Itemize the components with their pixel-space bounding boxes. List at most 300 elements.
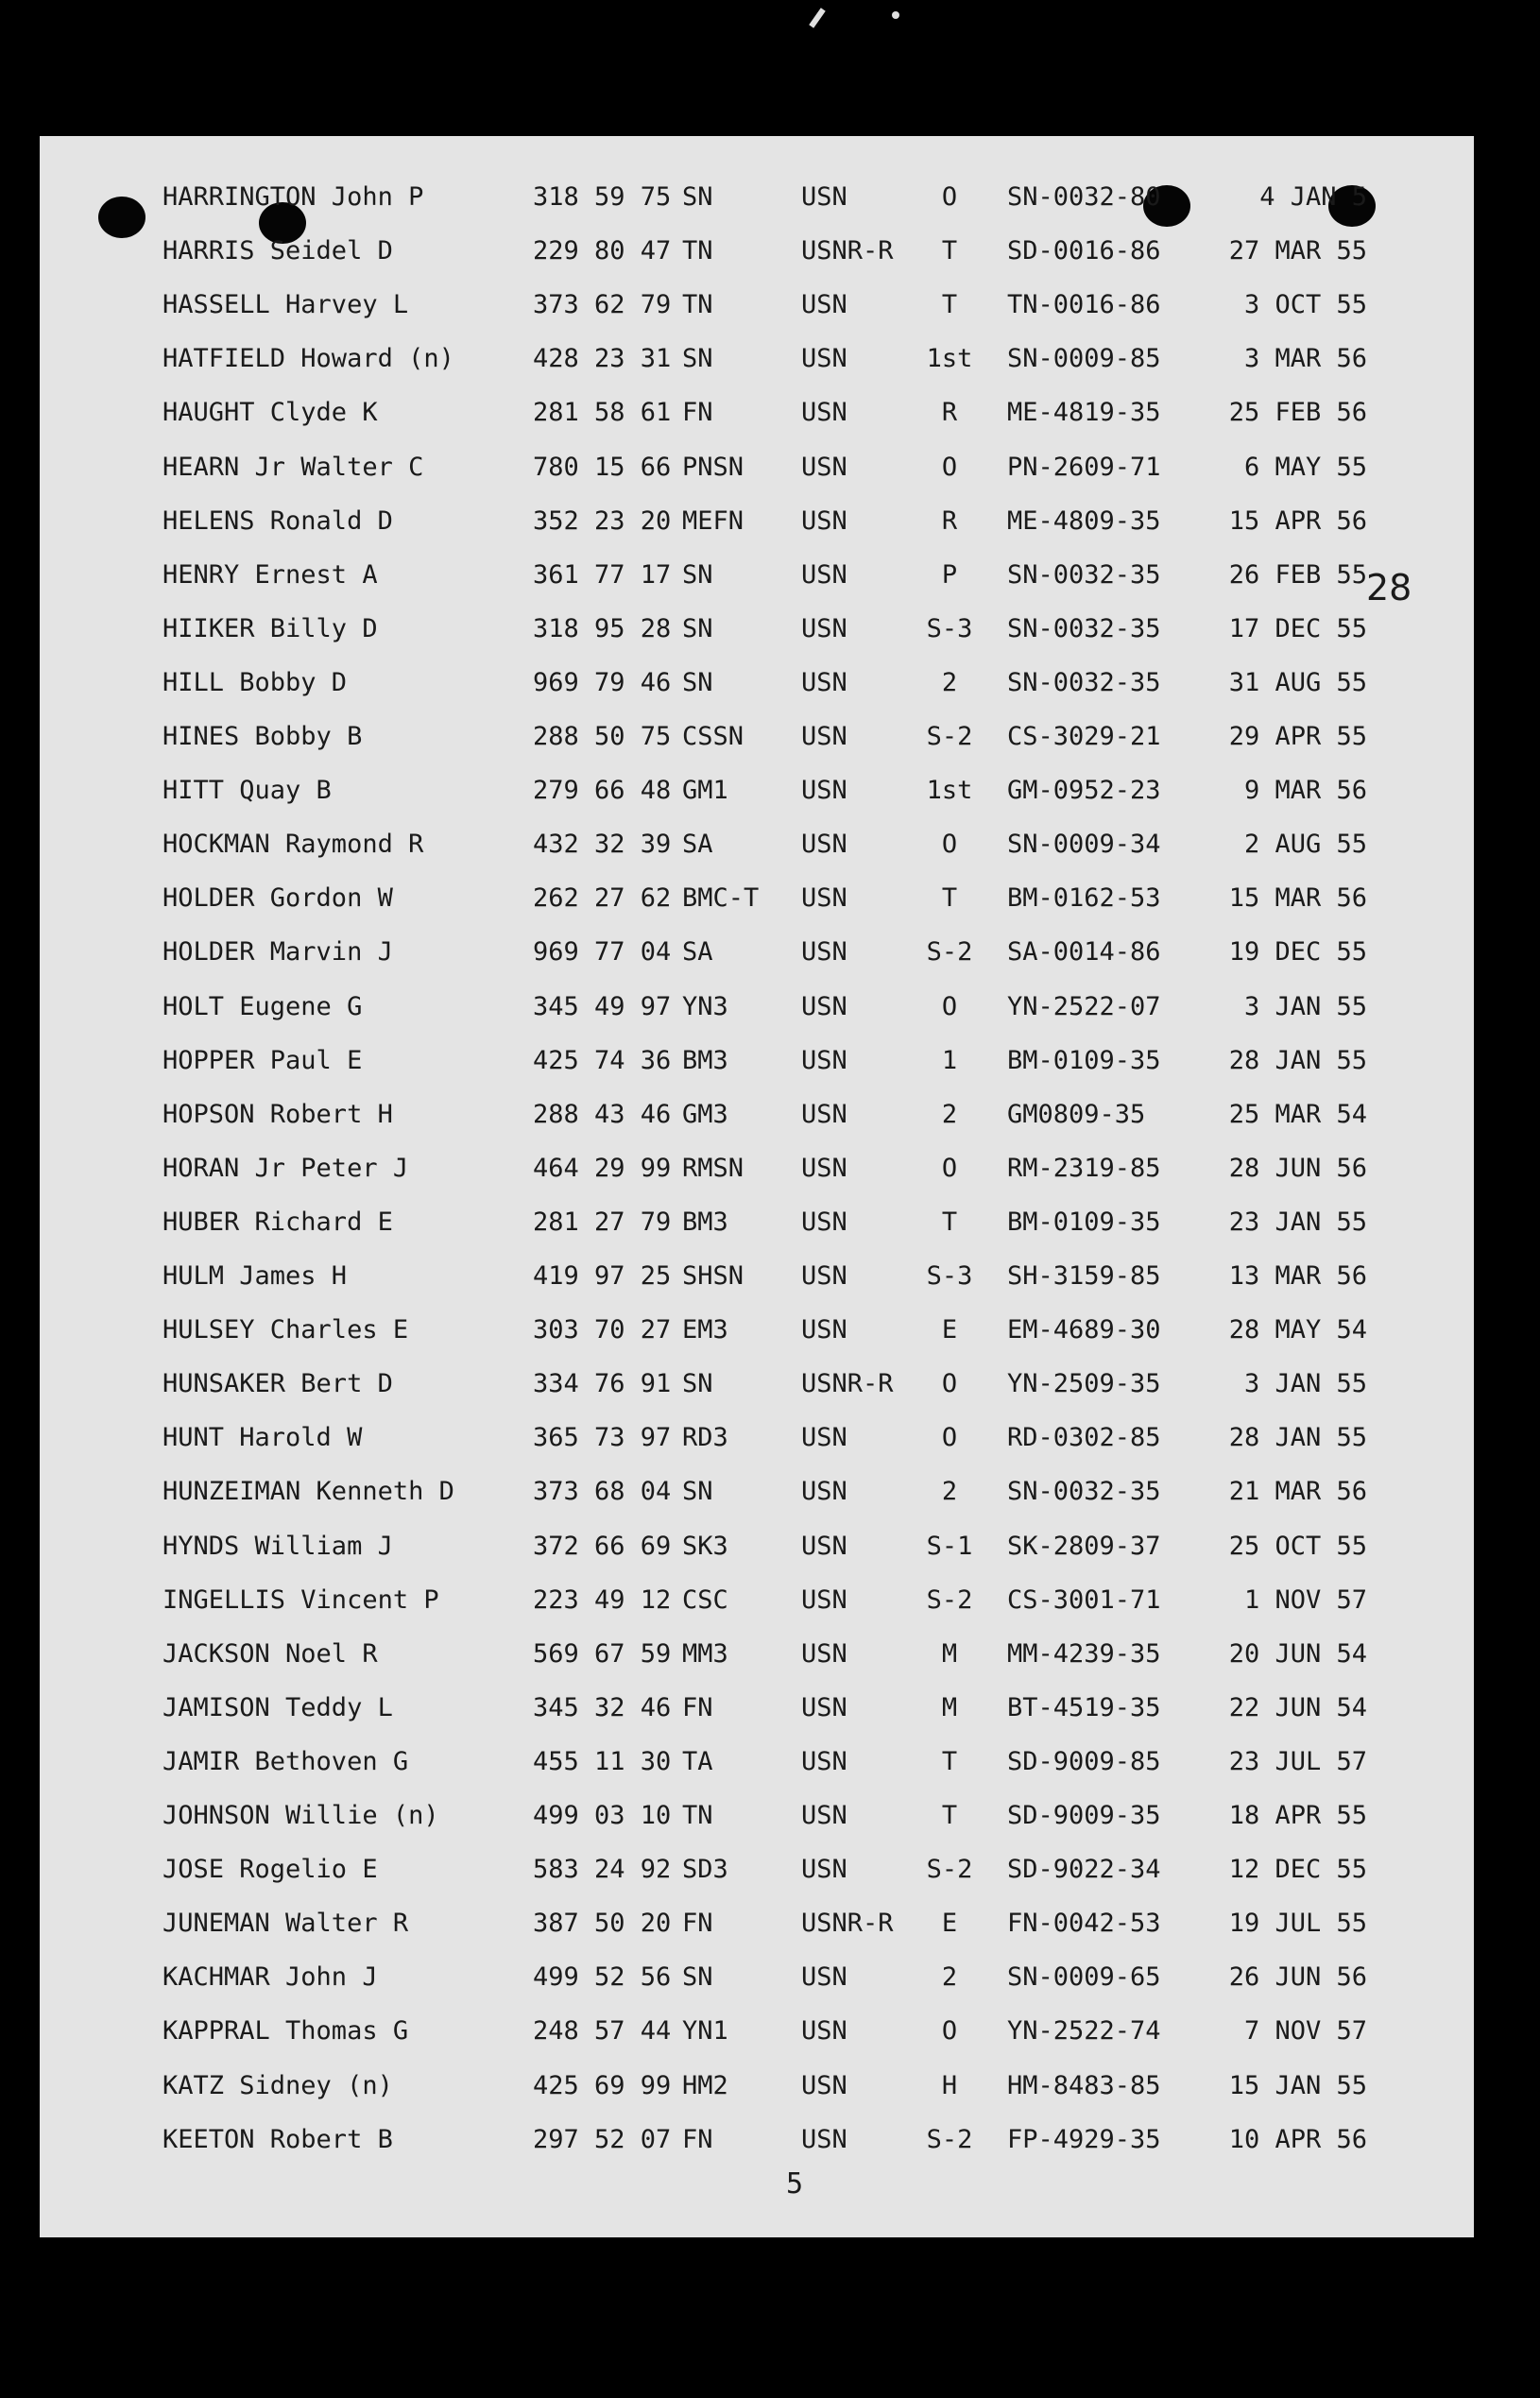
roster-row bbox=[40, 1041, 1474, 1081]
designator-code: SK-2809-37 bbox=[1007, 1532, 1161, 1561]
date: 19 JUL 55 bbox=[1228, 1909, 1367, 1938]
component: USN bbox=[801, 2016, 847, 2046]
rate: BMC-T bbox=[682, 883, 760, 913]
designator-code: SN-0032-35 bbox=[1007, 614, 1161, 643]
class-code: R bbox=[941, 506, 958, 536]
service-number: 780 15 66 bbox=[533, 453, 672, 482]
class-code: S-2 bbox=[926, 722, 973, 751]
component: USNR-R bbox=[801, 1369, 894, 1398]
designator-code: CS-3029-21 bbox=[1007, 722, 1161, 751]
class-code: 1st bbox=[926, 776, 973, 805]
roster-row bbox=[40, 178, 1474, 217]
designator-code: YN-2522-07 bbox=[1007, 992, 1161, 1021]
rate: YN1 bbox=[682, 2016, 728, 2046]
service-number: 303 70 27 bbox=[533, 1315, 672, 1345]
service-number: 248 57 44 bbox=[533, 2016, 672, 2046]
class-code: T bbox=[941, 1747, 958, 1776]
roster-row bbox=[40, 2066, 1474, 2106]
rate: CSSN bbox=[682, 722, 744, 751]
service-number: 352 23 20 bbox=[533, 506, 672, 536]
component: USN bbox=[801, 453, 847, 482]
roster-row bbox=[40, 663, 1474, 703]
class-code: S-2 bbox=[926, 1585, 973, 1615]
component: USN bbox=[801, 1208, 847, 1237]
roster-row bbox=[40, 1904, 1474, 1944]
rate: SN bbox=[682, 1477, 713, 1506]
date: 13 MAR 56 bbox=[1228, 1261, 1367, 1291]
component: USN bbox=[801, 722, 847, 751]
service-number: 428 23 31 bbox=[533, 344, 672, 373]
date: 15 JAN 55 bbox=[1228, 2071, 1367, 2100]
designator-code: SN-0009-85 bbox=[1007, 344, 1161, 373]
class-code: T bbox=[941, 290, 958, 319]
entry-name: HORAN Jr Peter J bbox=[163, 1154, 409, 1183]
service-number: 432 32 39 bbox=[533, 830, 672, 859]
designator-code: ME-4809-35 bbox=[1007, 506, 1161, 536]
component: USN bbox=[801, 1801, 847, 1830]
rate: FN bbox=[682, 2125, 713, 2154]
roster-row bbox=[40, 717, 1474, 757]
designator-code: HM-8483-85 bbox=[1007, 2071, 1161, 2100]
scan-speck bbox=[892, 11, 899, 19]
roster-row bbox=[40, 1527, 1474, 1567]
rate: GM3 bbox=[682, 1100, 728, 1129]
class-code: S-2 bbox=[926, 1855, 973, 1884]
date: 20 JUN 54 bbox=[1228, 1639, 1367, 1669]
service-number: 455 11 30 bbox=[533, 1747, 672, 1776]
service-number: 318 95 28 bbox=[533, 614, 672, 643]
date: 15 MAR 56 bbox=[1228, 883, 1367, 913]
designator-code: MM-4239-35 bbox=[1007, 1639, 1161, 1669]
entry-name: JUNEMAN Walter R bbox=[163, 1909, 409, 1938]
component: USN bbox=[801, 1855, 847, 1884]
service-number: 345 49 97 bbox=[533, 992, 672, 1021]
rate: MM3 bbox=[682, 1639, 728, 1669]
designator-code: TN-0016-86 bbox=[1007, 290, 1161, 319]
component: USN bbox=[801, 776, 847, 805]
entry-name: KAPPRAL Thomas G bbox=[163, 2016, 409, 2046]
class-code: O bbox=[941, 992, 958, 1021]
service-number: 425 74 36 bbox=[533, 1046, 672, 1075]
component: USN bbox=[801, 1747, 847, 1776]
class-code: S-2 bbox=[926, 2125, 973, 2154]
class-code: E bbox=[941, 1909, 958, 1938]
margin-number: 28 bbox=[1366, 567, 1412, 608]
roster-row bbox=[40, 879, 1474, 918]
designator-code: YN-2509-35 bbox=[1007, 1369, 1161, 1398]
service-number: 464 29 99 bbox=[533, 1154, 672, 1183]
entry-name: HUNZEIMAN Kenneth D bbox=[163, 1477, 454, 1506]
rate: GM1 bbox=[682, 776, 728, 805]
designator-code: SD-9009-85 bbox=[1007, 1747, 1161, 1776]
entry-name: KEETON Robert B bbox=[163, 2125, 393, 2154]
entry-name: JOHNSON Willie (n) bbox=[163, 1801, 439, 1830]
service-number: 281 27 79 bbox=[533, 1208, 672, 1237]
entry-name: HELENS Ronald D bbox=[163, 506, 393, 536]
component: USN bbox=[801, 560, 847, 590]
roster-row bbox=[40, 825, 1474, 865]
service-number: 969 77 04 bbox=[533, 937, 672, 967]
component: USN bbox=[801, 883, 847, 913]
rate: EM3 bbox=[682, 1315, 728, 1345]
roster-row bbox=[40, 448, 1474, 488]
date: 22 JUN 54 bbox=[1228, 1693, 1367, 1722]
rate: SN bbox=[682, 344, 713, 373]
class-code: O bbox=[941, 1154, 958, 1183]
date: 19 DEC 55 bbox=[1228, 937, 1367, 967]
date: 17 DEC 55 bbox=[1228, 614, 1367, 643]
service-number: 229 80 47 bbox=[533, 236, 672, 265]
rate: BM3 bbox=[682, 1208, 728, 1237]
class-code: M bbox=[941, 1693, 958, 1722]
entry-name: JACKSON Noel R bbox=[163, 1639, 378, 1669]
roster-row bbox=[40, 231, 1474, 271]
roster-row bbox=[40, 2012, 1474, 2051]
entry-name: HUBER Richard E bbox=[163, 1208, 393, 1237]
document-page bbox=[40, 136, 1474, 2237]
rate: HM2 bbox=[682, 2071, 728, 2100]
date: 26 FEB 55 bbox=[1228, 560, 1367, 590]
designator-code: GM0809-35 bbox=[1007, 1100, 1146, 1129]
rate: SN bbox=[682, 560, 713, 590]
designator-code: YN-2522-74 bbox=[1007, 2016, 1161, 2046]
rate: SN bbox=[682, 668, 713, 697]
class-code: T bbox=[941, 1208, 958, 1237]
roster-row bbox=[40, 556, 1474, 595]
designator-code: SN-0032-35 bbox=[1007, 560, 1161, 590]
date: 28 MAY 54 bbox=[1228, 1315, 1367, 1345]
component: USN bbox=[801, 1315, 847, 1345]
component: USN bbox=[801, 1154, 847, 1183]
designator-code: BM-0162-53 bbox=[1007, 883, 1161, 913]
designator-code: SD-0016-86 bbox=[1007, 236, 1161, 265]
roster-row bbox=[40, 2120, 1474, 2160]
designator-code: SA-0014-86 bbox=[1007, 937, 1161, 967]
entry-name: HOLDER Marvin J bbox=[163, 937, 393, 967]
roster-row bbox=[40, 285, 1474, 325]
entry-name: HULSEY Charles E bbox=[163, 1315, 409, 1345]
date: 9 MAR 56 bbox=[1243, 776, 1367, 805]
service-number: 318 59 75 bbox=[533, 182, 672, 212]
entry-name: JAMISON Teddy L bbox=[163, 1693, 393, 1722]
class-code: H bbox=[941, 2071, 958, 2100]
designator-code: SD-9009-35 bbox=[1007, 1801, 1161, 1830]
class-code: 2 bbox=[941, 1100, 958, 1129]
designator-code: SN-0009-34 bbox=[1007, 830, 1161, 859]
component: USN bbox=[801, 344, 847, 373]
entry-name: HENRY Ernest A bbox=[163, 560, 378, 590]
class-code: T bbox=[941, 1801, 958, 1830]
service-number: 569 67 59 bbox=[533, 1639, 672, 1669]
designator-code: SN-0009-65 bbox=[1007, 1962, 1161, 1992]
class-code: O bbox=[941, 1369, 958, 1398]
class-code: 2 bbox=[941, 1477, 958, 1506]
service-number: 288 43 46 bbox=[533, 1100, 672, 1129]
service-number: 425 69 99 bbox=[533, 2071, 672, 2100]
date: 23 JUL 57 bbox=[1228, 1747, 1367, 1776]
class-code: O bbox=[941, 830, 958, 859]
service-number: 969 79 46 bbox=[533, 668, 672, 697]
entry-name: HUNSAKER Bert D bbox=[163, 1369, 393, 1398]
date: 29 APR 55 bbox=[1228, 722, 1367, 751]
date: 3 OCT 55 bbox=[1243, 290, 1367, 319]
rate: FN bbox=[682, 1909, 713, 1938]
component: USN bbox=[801, 290, 847, 319]
date: 21 MAR 56 bbox=[1228, 1477, 1367, 1506]
date: 1 NOV 57 bbox=[1243, 1585, 1367, 1615]
roster-row bbox=[40, 1958, 1474, 1997]
designator-code: SD-9022-34 bbox=[1007, 1855, 1161, 1884]
designator-code: BT-4519-35 bbox=[1007, 1693, 1161, 1722]
date: 25 FEB 56 bbox=[1228, 398, 1367, 427]
component: USN bbox=[801, 1532, 847, 1561]
date: 25 MAR 54 bbox=[1228, 1100, 1367, 1129]
rate: FN bbox=[682, 398, 713, 427]
designator-code: GM-0952-23 bbox=[1007, 776, 1161, 805]
roster-row bbox=[40, 1635, 1474, 1674]
service-number: 419 97 25 bbox=[533, 1261, 672, 1291]
component: USN bbox=[801, 668, 847, 697]
rate: SA bbox=[682, 830, 713, 859]
service-number: 387 50 20 bbox=[533, 1909, 672, 1938]
rate: SN bbox=[682, 1369, 713, 1398]
date: 18 APR 55 bbox=[1228, 1801, 1367, 1830]
service-number: 288 50 75 bbox=[533, 722, 672, 751]
service-number: 279 66 48 bbox=[533, 776, 672, 805]
service-number: 365 73 97 bbox=[533, 1423, 672, 1452]
designator-code: EM-4689-30 bbox=[1007, 1315, 1161, 1345]
class-code: R bbox=[941, 398, 958, 427]
rate: TN bbox=[682, 236, 713, 265]
roster-row bbox=[40, 1742, 1474, 1782]
component: USN bbox=[801, 182, 847, 212]
rate: YN3 bbox=[682, 992, 728, 1021]
entry-name: JAMIR Bethoven G bbox=[163, 1747, 409, 1776]
rate: SK3 bbox=[682, 1532, 728, 1561]
component: USN bbox=[801, 1693, 847, 1722]
rate: FN bbox=[682, 1693, 713, 1722]
component: USNR-R bbox=[801, 1909, 894, 1938]
roster-row bbox=[40, 1310, 1474, 1350]
entry-name: HOLT Eugene G bbox=[163, 992, 363, 1021]
designator-code: ME-4819-35 bbox=[1007, 398, 1161, 427]
entry-name: HARRINGTON John P bbox=[163, 182, 424, 212]
entry-name: HUNT Harold W bbox=[163, 1423, 363, 1452]
component: USN bbox=[801, 2071, 847, 2100]
roster-row bbox=[40, 771, 1474, 811]
service-number: 223 49 12 bbox=[533, 1585, 672, 1615]
entry-name: HOLDER Gordon W bbox=[163, 883, 393, 913]
date: 7 NOV 57 bbox=[1243, 2016, 1367, 2046]
class-code: S-2 bbox=[926, 937, 973, 967]
component: USN bbox=[801, 937, 847, 967]
roster-row bbox=[40, 339, 1474, 379]
class-code: M bbox=[941, 1639, 958, 1669]
scan-speck bbox=[809, 8, 826, 27]
class-code: S-3 bbox=[926, 614, 973, 643]
service-number: 499 52 56 bbox=[533, 1962, 672, 1992]
roster-row bbox=[40, 1418, 1474, 1458]
date: 28 JAN 55 bbox=[1228, 1423, 1367, 1452]
date: 3 JAN 55 bbox=[1243, 1369, 1367, 1398]
service-number: 372 66 69 bbox=[533, 1532, 672, 1561]
date: 27 MAR 55 bbox=[1228, 236, 1367, 265]
date: 10 APR 56 bbox=[1228, 2125, 1367, 2154]
designator-code: BM-0109-35 bbox=[1007, 1046, 1161, 1075]
rate: SN bbox=[682, 182, 713, 212]
class-code: O bbox=[941, 1423, 958, 1452]
rate: TA bbox=[682, 1747, 713, 1776]
service-number: 281 58 61 bbox=[533, 398, 672, 427]
class-code: E bbox=[941, 1315, 958, 1345]
roster-row bbox=[40, 1095, 1474, 1135]
component: USN bbox=[801, 1100, 847, 1129]
entry-name: HIIKER Billy D bbox=[163, 614, 378, 643]
date: 28 JAN 55 bbox=[1228, 1046, 1367, 1075]
roster-row bbox=[40, 1472, 1474, 1512]
rate: SHSN bbox=[682, 1261, 744, 1291]
date: 26 JUN 56 bbox=[1228, 1962, 1367, 1992]
roster-row bbox=[40, 1364, 1474, 1404]
page-number: 5 bbox=[786, 2167, 804, 2201]
entry-name: HILL Bobby D bbox=[163, 668, 348, 697]
service-number: 373 62 79 bbox=[533, 290, 672, 319]
component: USN bbox=[801, 2125, 847, 2154]
rate: CSC bbox=[682, 1585, 728, 1615]
date: 25 OCT 55 bbox=[1228, 1532, 1367, 1561]
entry-name: HASSELL Harvey L bbox=[163, 290, 409, 319]
date: 28 JUN 56 bbox=[1228, 1154, 1367, 1183]
service-number: 499 03 10 bbox=[533, 1801, 672, 1830]
rate: SN bbox=[682, 614, 713, 643]
class-code: 1 bbox=[941, 1046, 958, 1075]
roster-row bbox=[40, 1203, 1474, 1242]
component: USN bbox=[801, 1261, 847, 1291]
rate: PNSN bbox=[682, 453, 744, 482]
roster-row bbox=[40, 1257, 1474, 1296]
component: USN bbox=[801, 614, 847, 643]
rate: TN bbox=[682, 290, 713, 319]
date: 12 DEC 55 bbox=[1228, 1855, 1367, 1884]
component: USNR-R bbox=[801, 236, 894, 265]
class-code: P bbox=[941, 560, 958, 590]
roster-row bbox=[40, 1850, 1474, 1890]
class-code: T bbox=[941, 236, 958, 265]
class-code: 2 bbox=[941, 668, 958, 697]
roster-row bbox=[40, 1581, 1474, 1620]
entry-name: HARRIS Seidel D bbox=[163, 236, 393, 265]
rate: TN bbox=[682, 1801, 713, 1830]
entry-name: KATZ Sidney (n) bbox=[163, 2071, 393, 2100]
component: USN bbox=[801, 398, 847, 427]
designator-code: CS-3001-71 bbox=[1007, 1585, 1161, 1615]
component: USN bbox=[801, 1477, 847, 1506]
date: 31 AUG 55 bbox=[1228, 668, 1367, 697]
designator-code: RD-0302-85 bbox=[1007, 1423, 1161, 1452]
date: 15 APR 56 bbox=[1228, 506, 1367, 536]
rate: SN bbox=[682, 1962, 713, 1992]
entry-name: HEARN Jr Walter C bbox=[163, 453, 424, 482]
class-code: O bbox=[941, 2016, 958, 2046]
entry-name: HULM James H bbox=[163, 1261, 348, 1291]
designator-code: BM-0109-35 bbox=[1007, 1208, 1161, 1237]
roster-row bbox=[40, 933, 1474, 972]
designator-code: FP-4929-35 bbox=[1007, 2125, 1161, 2154]
rate: RMSN bbox=[682, 1154, 744, 1183]
designator-code: SN-0032-80 bbox=[1007, 182, 1161, 212]
entry-name: JOSE Rogelio E bbox=[163, 1855, 378, 1884]
component: USN bbox=[801, 1585, 847, 1615]
designator-code: PN-2609-71 bbox=[1007, 453, 1161, 482]
rate: SA bbox=[682, 937, 713, 967]
class-code: O bbox=[941, 182, 958, 212]
entry-name: HOPPER Paul E bbox=[163, 1046, 363, 1075]
roster-row bbox=[40, 1796, 1474, 1836]
component: USN bbox=[801, 1046, 847, 1075]
designator-code: SN-0032-35 bbox=[1007, 1477, 1161, 1506]
rate: SD3 bbox=[682, 1855, 728, 1884]
entry-name: HYNDS William J bbox=[163, 1532, 393, 1561]
roster-row bbox=[40, 1149, 1474, 1189]
service-number: 373 68 04 bbox=[533, 1477, 672, 1506]
date: 23 JAN 55 bbox=[1228, 1208, 1367, 1237]
service-number: 345 32 46 bbox=[533, 1693, 672, 1722]
roster-row bbox=[40, 987, 1474, 1027]
entry-name: HINES Bobby B bbox=[163, 722, 363, 751]
entry-name: HAUGHT Clyde K bbox=[163, 398, 378, 427]
service-number: 361 77 17 bbox=[533, 560, 672, 590]
component: USN bbox=[801, 1639, 847, 1669]
class-code: 2 bbox=[941, 1962, 958, 1992]
class-code: S-3 bbox=[926, 1261, 973, 1291]
designator-code: FN-0042-53 bbox=[1007, 1909, 1161, 1938]
class-code: S-1 bbox=[926, 1532, 973, 1561]
component: USN bbox=[801, 830, 847, 859]
rate: BM3 bbox=[682, 1046, 728, 1075]
component: USN bbox=[801, 1962, 847, 1992]
designator-code: SH-3159-85 bbox=[1007, 1261, 1161, 1291]
class-code: 1st bbox=[926, 344, 973, 373]
entry-name: KACHMAR John J bbox=[163, 1962, 378, 1992]
service-number: 583 24 92 bbox=[533, 1855, 672, 1884]
entry-name: HOCKMAN Raymond R bbox=[163, 830, 424, 859]
service-number: 334 76 91 bbox=[533, 1369, 672, 1398]
rate: RD3 bbox=[682, 1423, 728, 1452]
component: USN bbox=[801, 506, 847, 536]
roster-row bbox=[40, 1688, 1474, 1728]
class-code: T bbox=[941, 883, 958, 913]
entry-name: HITT Quay B bbox=[163, 776, 332, 805]
date: 3 JAN 55 bbox=[1243, 992, 1367, 1021]
date: 4 JAN 5 bbox=[1259, 182, 1367, 212]
roster-row bbox=[40, 393, 1474, 433]
designator-code: SN-0032-35 bbox=[1007, 668, 1161, 697]
designator-code: RM-2319-85 bbox=[1007, 1154, 1161, 1183]
rate: MEFN bbox=[682, 506, 744, 536]
service-number: 297 52 07 bbox=[533, 2125, 672, 2154]
entry-name: HOPSON Robert H bbox=[163, 1100, 393, 1129]
roster-row bbox=[40, 609, 1474, 649]
component: USN bbox=[801, 1423, 847, 1452]
date: 6 MAY 55 bbox=[1243, 453, 1367, 482]
component: USN bbox=[801, 992, 847, 1021]
roster-row bbox=[40, 502, 1474, 541]
entry-name: INGELLIS Vincent P bbox=[163, 1585, 439, 1615]
class-code: O bbox=[941, 453, 958, 482]
date: 2 AUG 55 bbox=[1243, 830, 1367, 859]
date: 3 MAR 56 bbox=[1243, 344, 1367, 373]
service-number: 262 27 62 bbox=[533, 883, 672, 913]
